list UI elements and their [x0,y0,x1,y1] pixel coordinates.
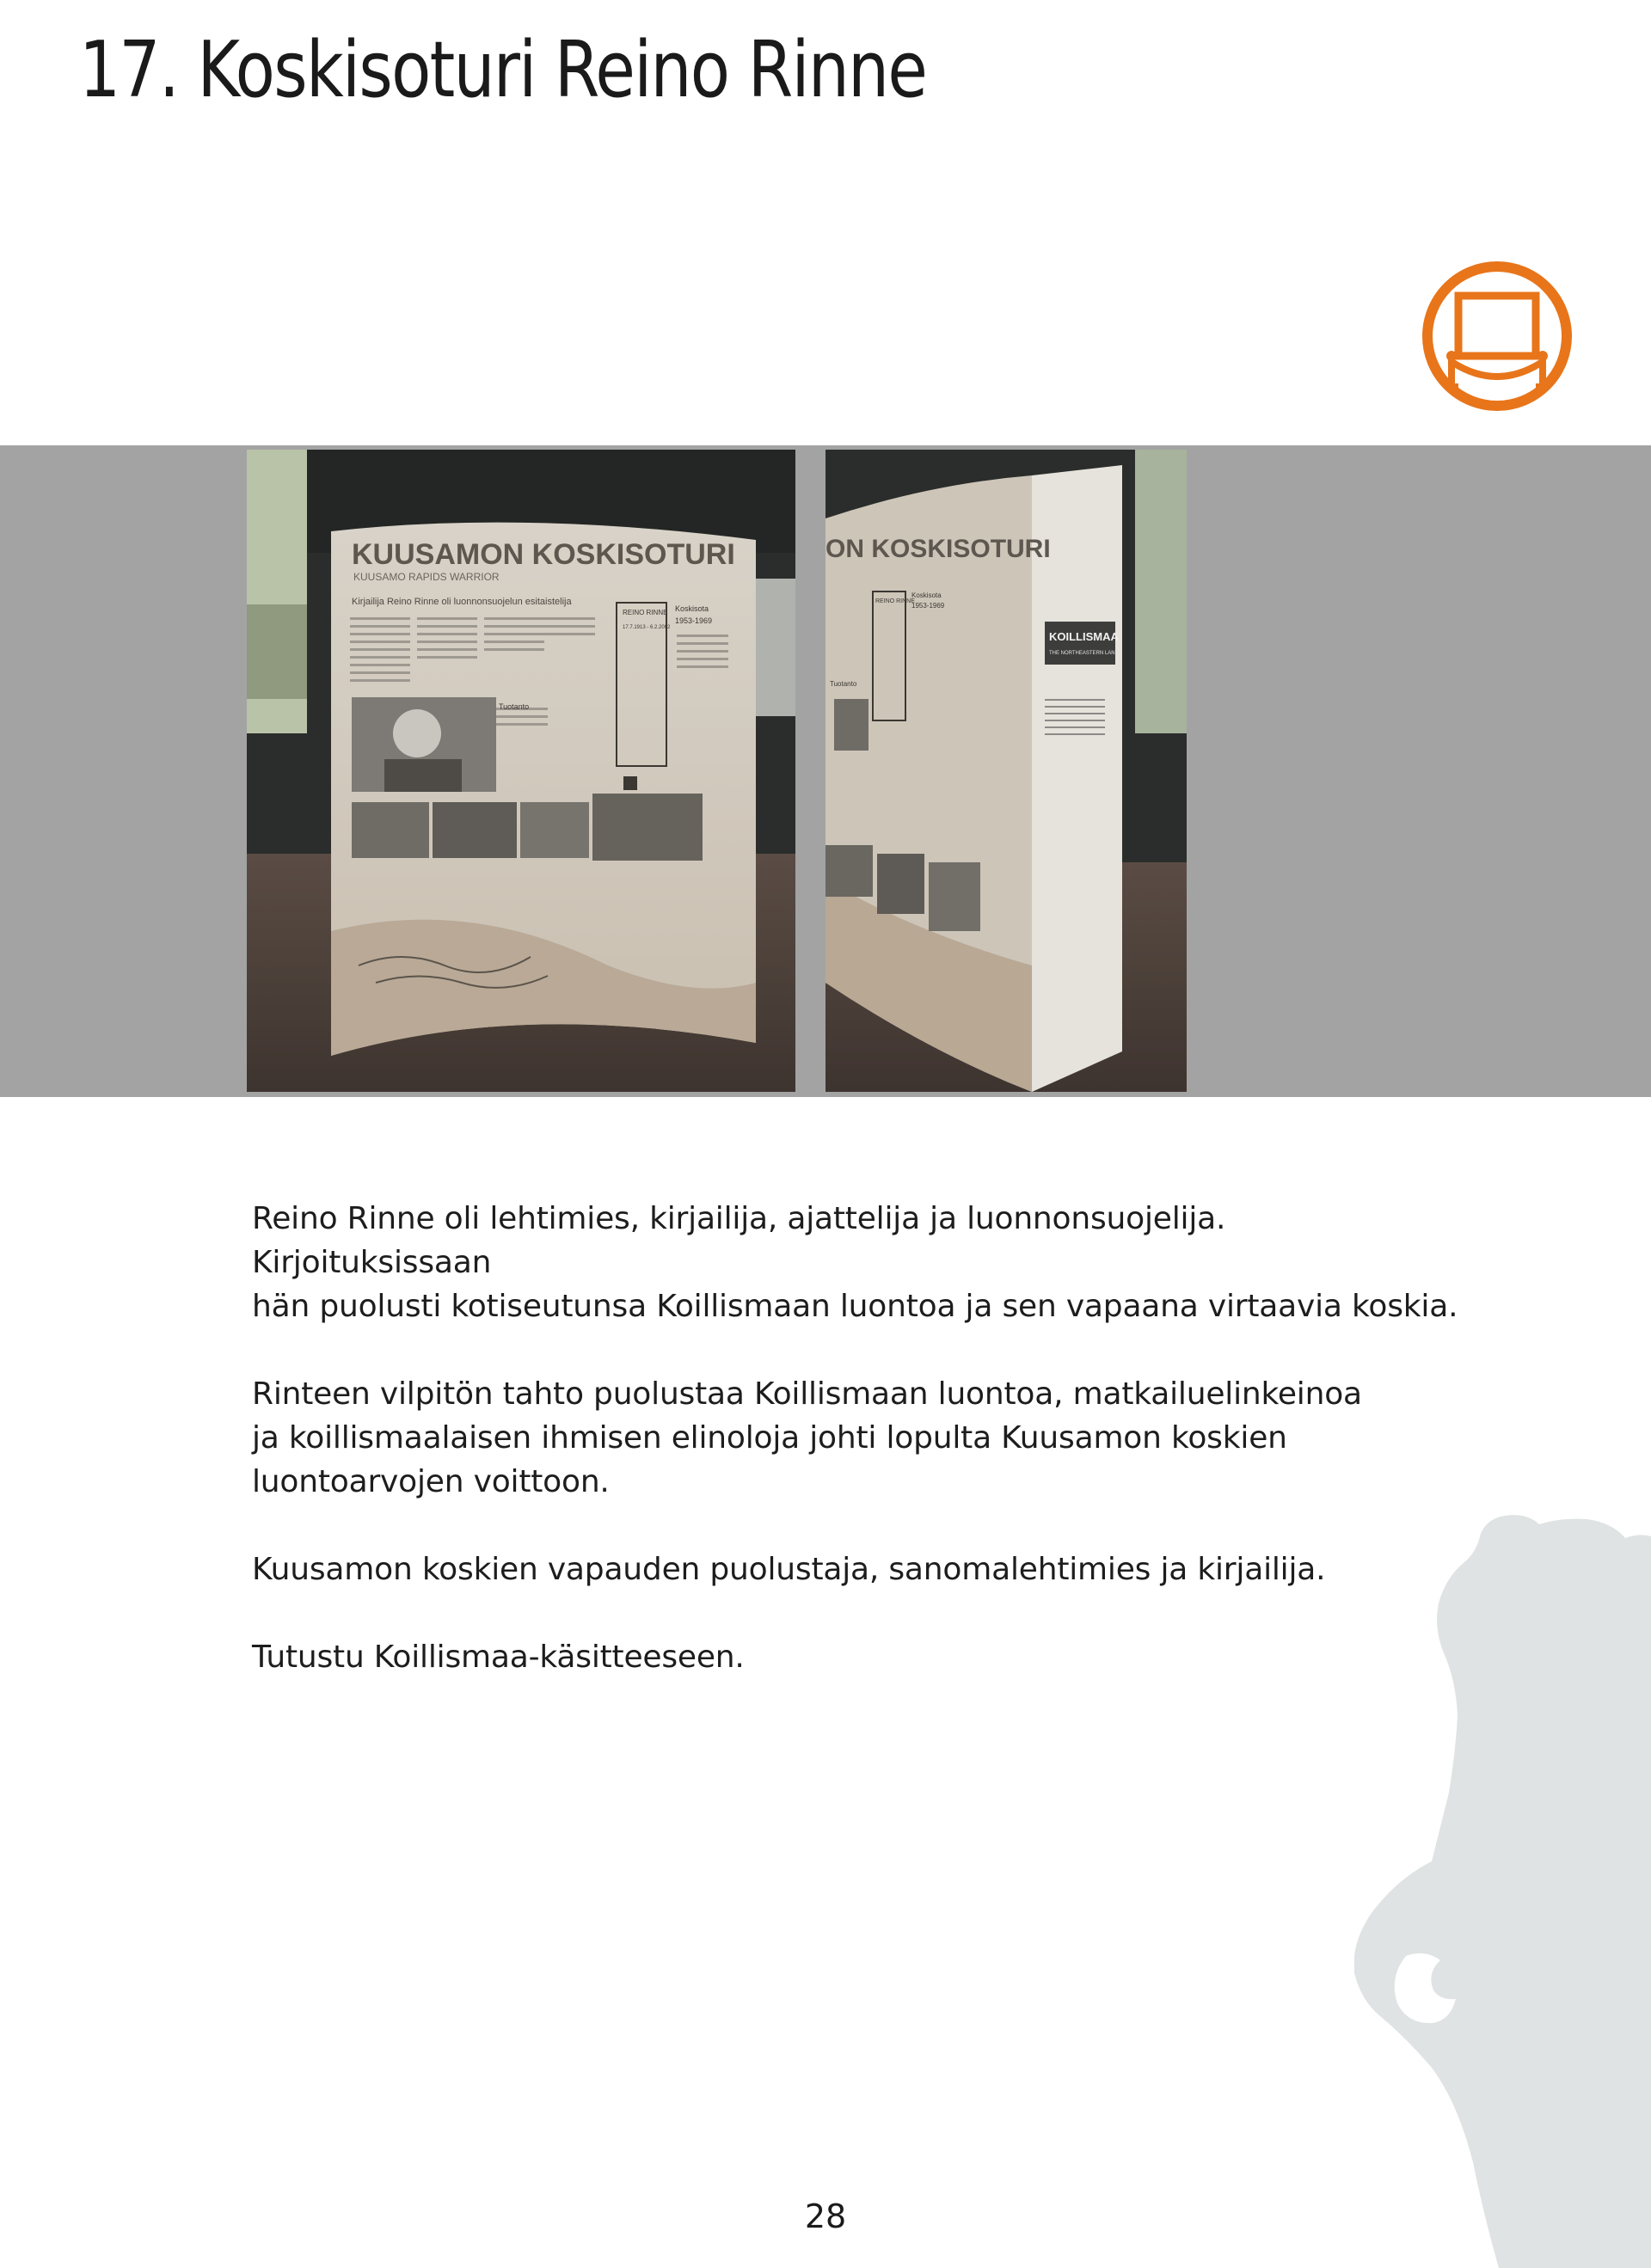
panel-heading: KUUSAMON KOSKISOTURI [352,538,735,571]
panel-section-label: Tuotanto [499,702,530,711]
exhibition-photo-side [826,450,1187,1092]
paragraph-link-hint: Tutustu Koillismaa-käsitteeseen. [252,1640,745,1675]
photo-band [0,445,1651,1097]
sidebar-period-label: Koskisota [911,592,942,599]
paragraph-summary: Kuusamon koskien vapauden puolustaja, sanomalehtimies ja kirjailija. [252,1552,1326,1587]
page-title: 17. Koskisoturi Reino Rinne [79,25,927,115]
panel-subheading: KUUSAMO RAPIDS WARRIOR [353,571,500,583]
sidebar-name: REINO RINNE [875,598,915,604]
exhibition-photo-front [247,450,795,1092]
sidebar-period: 1953-1969 [911,602,945,610]
bear-silhouette-icon [1354,1509,1651,2268]
sidebar-name: REINO RINNE [623,609,668,616]
exhibition-stand-icon [1421,260,1574,413]
page-number: 28 [804,2198,847,2235]
sidebar-dates: 17.7.1913 - 6.2.2002 [623,625,671,630]
panel-section-label: Tuotanto [830,680,857,688]
body-text [252,1197,1473,1723]
panel-heading: ON KOSKISOTURI [826,535,1051,563]
paragraph-intro: Reino Rinne oli lehtimies, kirjailija, ajattelija ja luonnonsuojelija. Kirjoituksissaan hän puolusti kotiseutunsa Koillismaan luontoa ja sen vapaana virtaavia koskia. [252,1201,1458,1324]
sidebar-period: 1953-1969 [675,616,713,625]
panel-lead: Kirjailija Reino Rinne oli luonnonsuojelun esitaistelija [352,597,572,607]
paragraph-legacy: Rinteen vilpitön tahto puolustaa Koillismaan luontoa, matkailuelinkeinoa ja koillismaalaisen ihmisen elinoloja johti lopulta Kuusamon koskien luontoarvojen voittoon. [252,1376,1362,1499]
side-heading: KOILLISMAA [1049,630,1119,643]
side-subheading: THE NORTHEASTERN LAND [1049,651,1119,656]
sidebar-period-label: Koskisota [675,604,709,613]
